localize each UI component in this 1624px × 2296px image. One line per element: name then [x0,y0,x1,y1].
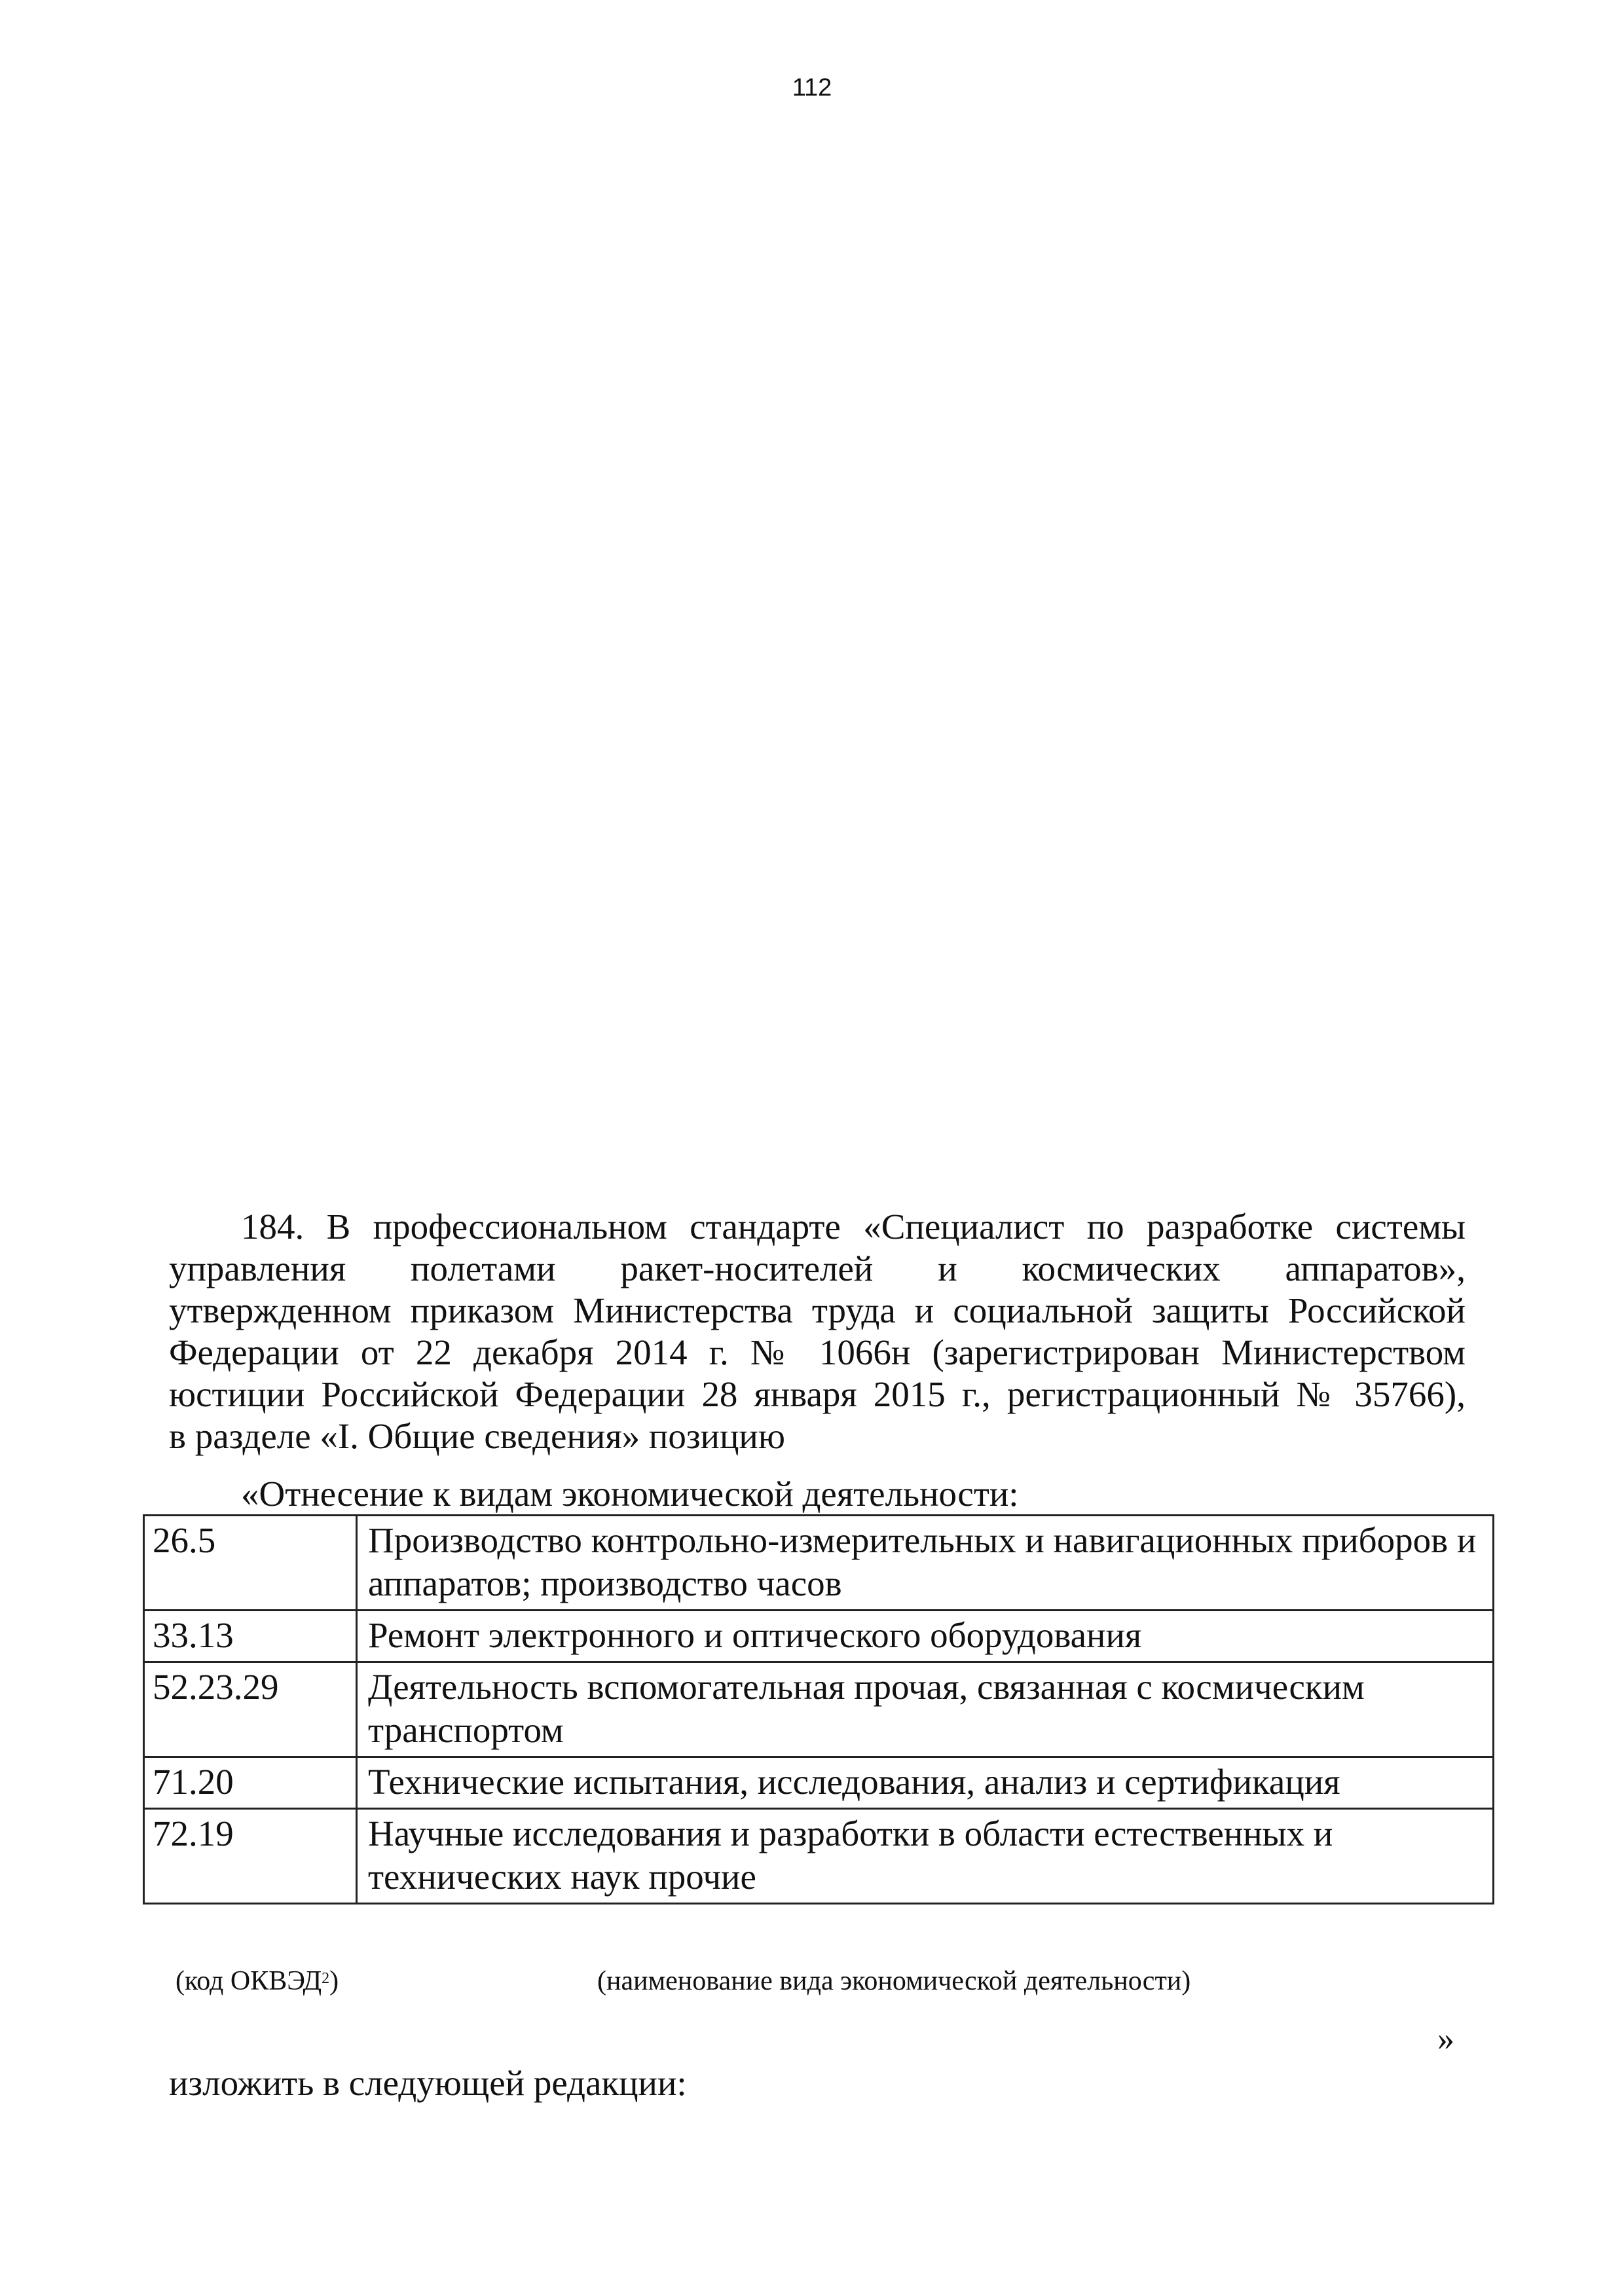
okved-table [143,1514,1494,1904]
paragraph-line: 184. В профессиональном стандарте «Специалист по разработке системы [241,1207,1466,1247]
okved-code: 72.19 [144,1809,357,1904]
closing-quote: » [1437,2020,1454,2058]
okved-code: 33.13 [144,1611,357,1662]
name-column-caption: (наименование вида экономической деятельности) [597,1966,1191,1996]
code-caption-label: (код ОКВЭД [175,1966,322,1996]
code-column-caption [175,1964,339,1998]
activity-name: Технические испытания, исследования, анализ и сертификация [357,1757,1494,1809]
activity-name: Деятельность вспомогательная прочая, связанная с космическим транспортом [357,1662,1494,1757]
paragraph-line: утвержденном приказом Министерства труда и социальной защиты Российской [169,1290,1466,1330]
code-caption-close: ) [329,1966,339,1996]
table-row [144,1809,1494,1904]
table-row [144,1516,1494,1611]
activity-name: Научные исследования и разработки в области естественных и технических наук прочие [357,1809,1494,1904]
activity-name: Производство контрольно-измерительных и навигационных приборов и аппаратов; производство часов [357,1516,1494,1611]
paragraph-line: юстиции Российской Федерации 28 января 2015 г., регистрационный № 35766), [169,1374,1466,1414]
okved-code: 26.5 [144,1516,357,1611]
paragraph-line: в разделе «I. Общие сведения» позицию [169,1416,785,1456]
table-row [144,1662,1494,1757]
table-row [144,1757,1494,1809]
okved-code: 52.23.29 [144,1662,357,1757]
okved-code: 71.20 [144,1757,357,1809]
table-intro: «Отнесение к видам экономической деятельности: [241,1474,1019,1514]
table-row [144,1611,1494,1662]
paragraph-line: Федерации от 22 декабря 2014 г. № 1066н (зарегистрирован Министерством [169,1332,1466,1372]
final-instruction: изложить в следующей редакции: [169,2063,687,2103]
paragraph-line: управления полетами ракет-носителей и космических аппаратов», [169,1248,1466,1288]
page-number: 112 [792,74,832,101]
activity-name: Ремонт электронного и оптического оборудования [357,1611,1494,1662]
amendment-paragraph [169,1206,1466,1457]
footnote-marker: 2 [322,1970,330,1987]
